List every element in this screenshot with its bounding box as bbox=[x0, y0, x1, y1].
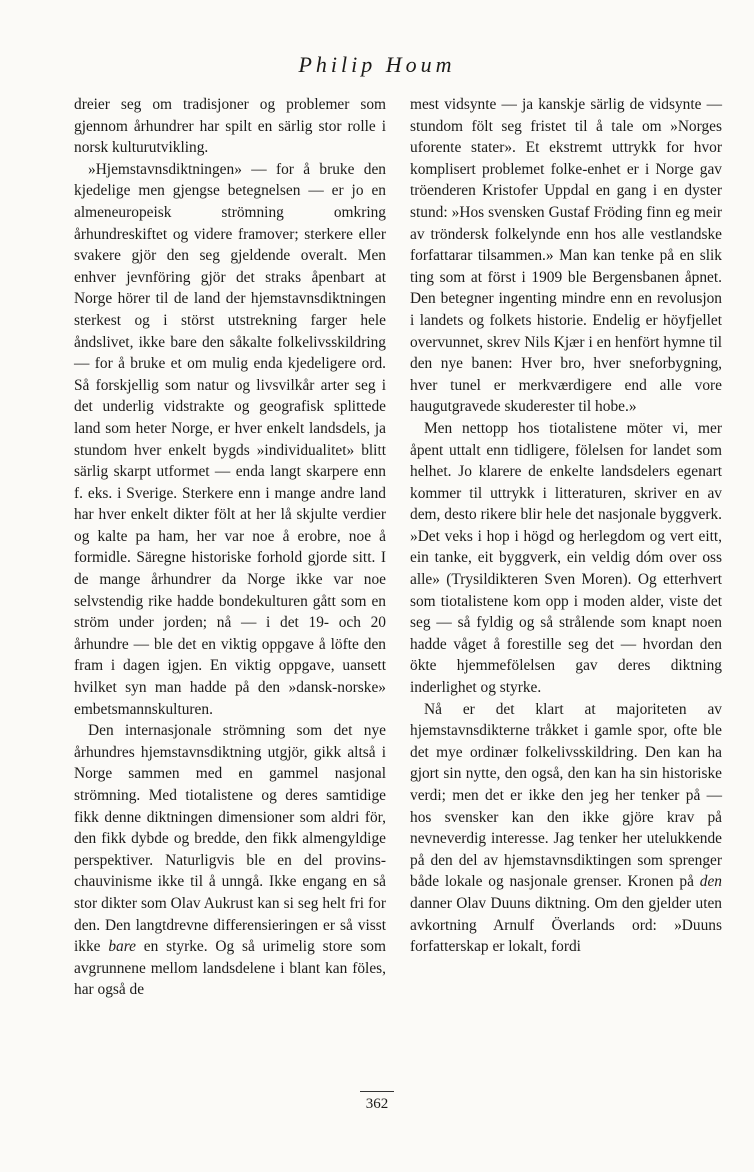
left-column bbox=[74, 94, 386, 1001]
emphasis: bare bbox=[108, 938, 136, 956]
paragraph: dreier seg om tradisjoner og problemer som gjennom århundrer har spilt en särlig stor rolle i norsk kulturutvikling. bbox=[74, 96, 386, 157]
text-run: danner Olav Duuns diktning. Om den gjelder uten avkortning Arnulf Överlands ord: »Duuns forfatterskap er lokalt, fordi bbox=[410, 894, 722, 956]
page-number: 362 bbox=[365, 1096, 389, 1112]
paragraph: Men nettopp hos tiotalistene möter vi, mer åpent uttalt enn tidligere, fölelsen for landet som helhet. Jo klarere de enkelte landsdelers egenart kommer til uttrykk i litteraturen, skriver en av dem, desto rikere blir hele det nasjonale byggverk. »Det veks i hop i högd og herlegdom og vert eitt, ein tanke, eit byggverk, ein veldig dóm over oss alle» (Trysildikteren Sven Moren). Og etterhvert som tiotalistene kom opp i moden alder, viste det seg — så fyldig og så strålende som knapt noen hadde våget å forestille seg det — hvordan den ökte hjemmefölelsen gav deres diktning inderlighet og styrke. bbox=[410, 419, 722, 697]
footer-rule bbox=[360, 1091, 394, 1092]
right-column bbox=[410, 94, 722, 958]
paragraph bbox=[410, 699, 722, 958]
emphasis: den bbox=[699, 873, 722, 891]
paragraph: »Hjemstavnsdiktningen» — for å bruke den kjedelige men gjengse betegnelsen — er jo en almeneuropeisk strömning omkring århundreskiftet og videre framover; sterkere eller svakere gjör den seg gjeldende overalt. Men enhver jevnföring gjör det straks åpenbart at Norge hörer til de land der hjemstavnsdiktningen sterkest og i störst utstrekning farger hele åndslivet, ikke bare den såkalte folkelivsskildring — for å bruke et om mulig enda kjedeligere ord. Så forskjellig som natur og livsvilkår arter seg i det underlig vidstrakte og geografisk splittede land som heter Norge, er hver enkelt landsdels, ja stundom hver enkelt bygds »individualitet» blitt särlig skarpt utformet — enda langt skarpere enn f. eks. i Sverige. Sterkere enn i mange andre land har hver enkelt dikter fölt at her lå skjulte verdier og kalte pa ham, her var noe å erobre, noe å formidle. Säregne historiske forhold gjorde sitt. I de mange århundrer da Norge ikke var noe selvstendig rike hadde bondekulturen gått som en ström under jorden; nå — i det 19- och 20 århundre — ble det en viktig oppgave å löfte den fram i dagen igjen. En viktig oppgave, uansett hvilket syn man hadde på den »dansk-norske» embetsmannskulturen. bbox=[74, 160, 386, 718]
text-run: Nå er det klart at majoriteten av hjemstavnsdikterne tråkket i gamle spor, ofte ble det mye ordinær folkelivsskildring. Den kan ha gjort sin nytte, den også, den kan ha sin historiske verdi; men det er ikke den jeg her tenker på — hos svensker kan den ikke gjöre krav på nevneverdig interesse. Jag tenker her utelukkende på den del av hjemstavnsdiktingen som sprenger både lokale og nasjonale grenser. Kronen på bbox=[410, 700, 722, 891]
paragraph bbox=[74, 720, 386, 1001]
text-run: en styrke. Og så urimelig store som avgrunnene mellom landsdelene i blant kan föles, har også de bbox=[74, 938, 386, 999]
running-header: Philip Houm bbox=[298, 52, 456, 77]
text-run: Den internasjonale strömning som det nye århundres hjemstavnsdiktning utgjör, gikk altså i Norge sammen med en gammel nasjonal strömning. Med tiotalistene og deres samtidige fikk denne diktningen dimensioner som aldri för, den fikk dybde og bredde, den fikk almengyldige perspektiver. Naturligvis ble en del provins-chauvinisme ikke til å unngå. Ikke engang en så stor dikter som Olav Aukrust kan si seg helt fri for den. Den langtdrevne differensieringen er så visst ikke bbox=[74, 722, 386, 956]
paragraph: mest vidsynte — ja kanskje särlig de vidsynte — stundom fölt seg fristet til å tale om »Norges uforente stater». Et ekstremt uttrykk for hvor komplisert problemet folke-enhet er i Norge gav tröenderen Kristofer Uppdal en gang i en dyster stund: »Hos svensken Gustaf Fröding finn eg meir av tröndersk folkelynde enn hos alle vestlandske forfattarar tilsammen.» Man kan tenke på en slik ting som at först i 1909 ble Bergensbanen åpnet. Den betegner ingenting mindre enn en revolusjon i landets og folkets historie. Endelig er höyfjellet overvunnet, skrev Nils Kjær i en henfört hymne til den nye banen: Hver bro, hver sneforbygning, hver tunel er merkværdigere end alle vore haugutgravede skuderester til hobe.» bbox=[410, 96, 722, 416]
